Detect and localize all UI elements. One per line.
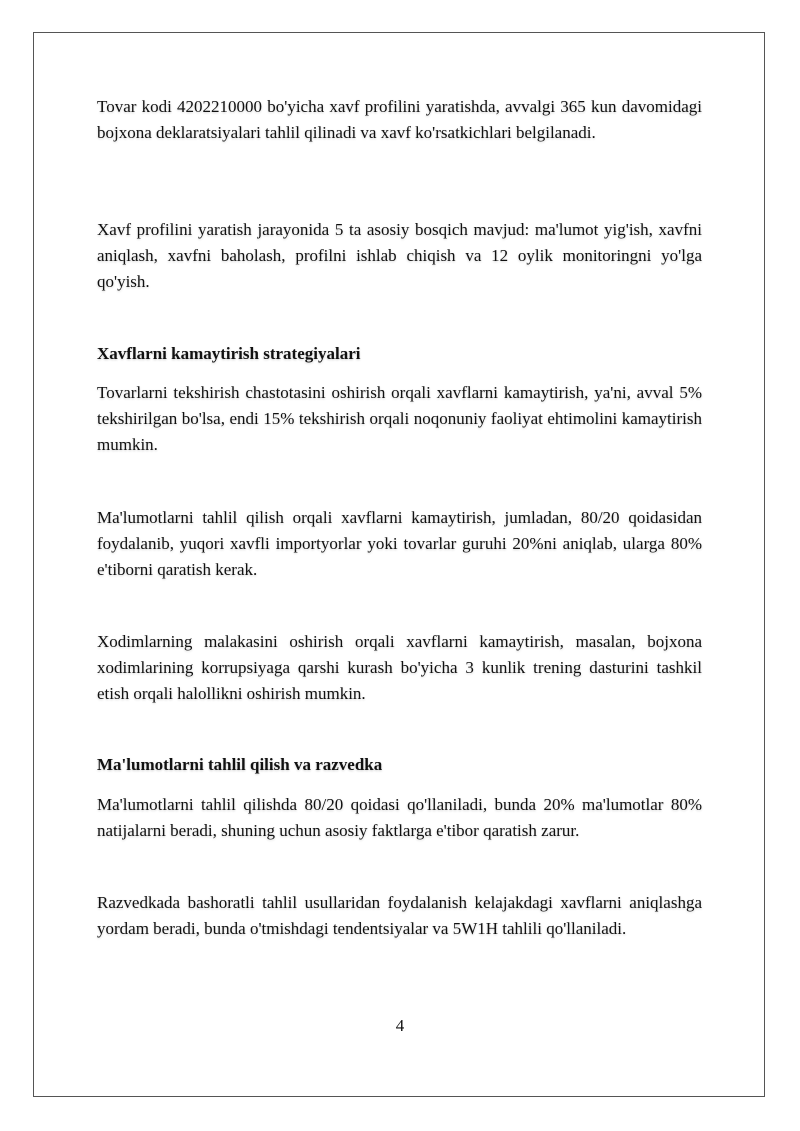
- paragraph-risk-profile-tariff-code: Tovar kodi 4202210000 bo'yicha xavf profilini yaratishda, avvalgi 365 kun davomidagi bojxona deklaratsiyalari tahlil qilinadi va xavf ko'rsatkichlari belgilanadi.: [97, 97, 702, 142]
- paragraph-data-analysis-pareto: Ma'lumotlarni tahlil qilish orqali xavflarni kamaytirish, jumladan, 80/20 qoidasidan foydalanib, yuqori xavfli importyorlar yoki tovarlar guruhi 20%ni aniqlab, ularga 80% e'tiborni qaratish kerak.: [97, 508, 702, 579]
- paragraph-predictive-analysis: Razvedkada bashoratli tahlil usullaridan foydalanish kelajakdagi xavflarni aniqlashga yordam beradi, bunda o'tmishdagi tendentsiyalar va 5W1H tahlili qo'llaniladi.: [97, 893, 702, 938]
- paragraph-pareto-rule: Ma'lumotlarni tahlil qilishda 80/20 qoidasi qo'llaniladi, bunda 20% ma'lumotlar 80% natijalarni beradi, shuning uchun asosiy faktlarga e'tibor qaratish zarur.: [97, 795, 702, 840]
- page-number: 4: [395, 1016, 405, 1035]
- heading-risk-reduction-strategies: Xavflarni kamaytirish strategiyalari: [97, 344, 361, 363]
- paragraph-inspection-frequency: Tovarlarni tekshirish chastotasini oshirish orqali xavflarni kamaytirish, ya'ni, avval 5% tekshirilgan bo'lsa, endi 15% tekshirish orqali noqonuniy faoliyat ehtimolini kamaytirish mumkin.: [97, 383, 702, 454]
- paragraph-staff-training: Xodimlarning malakasini oshirish orqali xavflarni kamaytirish, masalan, bojxona xodimlarining korrupsiyaga qarshi kurash bo'yicha 3 kunlik trening dasturini tashkil etish orqali halollikni oshirish mumkin.: [97, 632, 702, 703]
- paragraph-risk-profile-stages: Xavf profilini yaratish jarayonida 5 ta asosiy bosqich mavjud: ma'lumot yig'ish, xavfni aniqlash, xavfni baholash, profilni ishlab chiqish va 12 oylik monitoringni yo'lga qo'yish.: [97, 220, 702, 291]
- heading-data-analysis-intelligence: Ma'lumotlarni tahlil qilish va razvedka: [97, 755, 383, 774]
